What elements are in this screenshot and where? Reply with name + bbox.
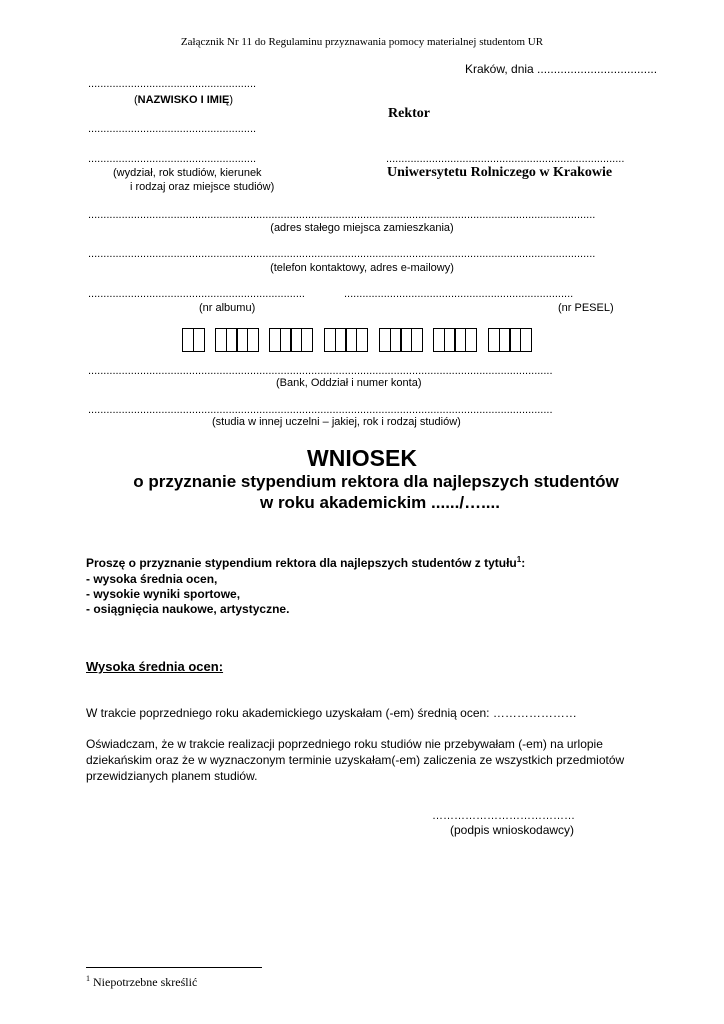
account-box-group-4[interactable] — [324, 328, 367, 352]
phone-dots[interactable]: ...................................................................................................................................................................... — [88, 248, 596, 260]
document-subtitle-1: o przyznanie stypendium rektora dla najlepszych studentów — [133, 472, 619, 491]
faculty-label-2: i rodzaj oraz miejsce studiów) — [130, 181, 275, 193]
document-subtitle-2: w roku akademickim ....../….... — [260, 493, 500, 512]
other-uni-label: (studia w innej uczelni – jakiej, rok i rodzaj studiów) — [212, 416, 461, 428]
section-heading: Wysoka średnia ocen: — [86, 659, 224, 674]
footnote: $^1$ Niepotrzebne skreślić — [86, 974, 198, 989]
pesel-label: (nr PESEL) — [558, 302, 614, 314]
other-uni-dots[interactable]: ........................................................................................................................................................ — [88, 404, 553, 416]
declaration-paragraph: Oświadczam, że w trakcie realizacji poprzedniego roku studiów nie przebywałam (-em) na urlopie dziekańskim oraz że w wyznaczonym terminie uzyskałam(-em) zaliczenia ze wszystkich przedmiotów przewidzianych planem studiów. — [86, 737, 625, 783]
extra-dots[interactable]: ....................................................... — [88, 123, 257, 135]
footnote-divider — [86, 967, 262, 968]
album-label: (nr albumu) — [199, 302, 256, 314]
signature-dots[interactable]: ………………………………… — [432, 810, 575, 822]
request-text: Proszę o przyznanie stypendium rektora dla najlepszych studentów z tytułu$^1$: — [86, 555, 526, 570]
bank-dots[interactable]: ........................................................................................................................................................ — [88, 365, 553, 377]
album-dots[interactable]: ....................................................................... — [88, 288, 305, 300]
account-box-group-6[interactable] — [433, 328, 476, 352]
reason-item: - osiągnięcia naukowe, artystyczne. — [86, 602, 290, 616]
address-label: (adres stałego miejsca zamieszkania) — [270, 222, 454, 234]
faculty-dots[interactable]: ....................................................... — [88, 153, 257, 165]
account-box-group-1[interactable] — [182, 328, 203, 352]
place-date-field[interactable]: Kraków, dnia .................................... — [465, 62, 658, 76]
address-dots[interactable]: ...................................................................................................................................................................... — [88, 209, 596, 221]
account-box-group-3[interactable] — [269, 328, 312, 352]
attachment-note: Załącznik Nr 11 do Regulaminu przyznawania pomocy materialnej studentom UR — [180, 36, 544, 48]
name-label: (NAZWISKO I IMIĘ) — [134, 94, 234, 106]
account-box-group-5[interactable] — [379, 328, 422, 352]
phone-label: (telefon kontaktowy, adres e-mailowy) — [270, 262, 454, 274]
account-box-group-7[interactable] — [488, 328, 531, 352]
pesel-dots[interactable]: ........................................................................... — [344, 288, 574, 300]
faculty-label-1: (wydział, rok studiów, kierunek — [113, 167, 262, 179]
name-dots[interactable]: ....................................................... — [88, 78, 257, 90]
reason-item: - wysokie wyniki sportowe, — [86, 587, 241, 601]
signature-label: (podpis wnioskodawcy) — [450, 823, 575, 837]
recipient-university: Uniwersytetu Rolniczego w Krakowie — [387, 165, 613, 180]
document-title: WNIOSEK — [307, 445, 417, 471]
average-grade-line[interactable]: W trakcie poprzedniego roku akademickiego uzyskałam (-em) średnią ocen: ………………… — [86, 706, 577, 720]
account-box-group-2[interactable] — [215, 328, 258, 352]
bank-label: (Bank, Oddział i numer konta) — [276, 377, 422, 389]
recipient-dots: .............................................................................. — [386, 153, 625, 165]
recipient-title: Rektor — [388, 106, 430, 121]
reason-item: - wysoka średnia ocen, — [86, 572, 218, 586]
